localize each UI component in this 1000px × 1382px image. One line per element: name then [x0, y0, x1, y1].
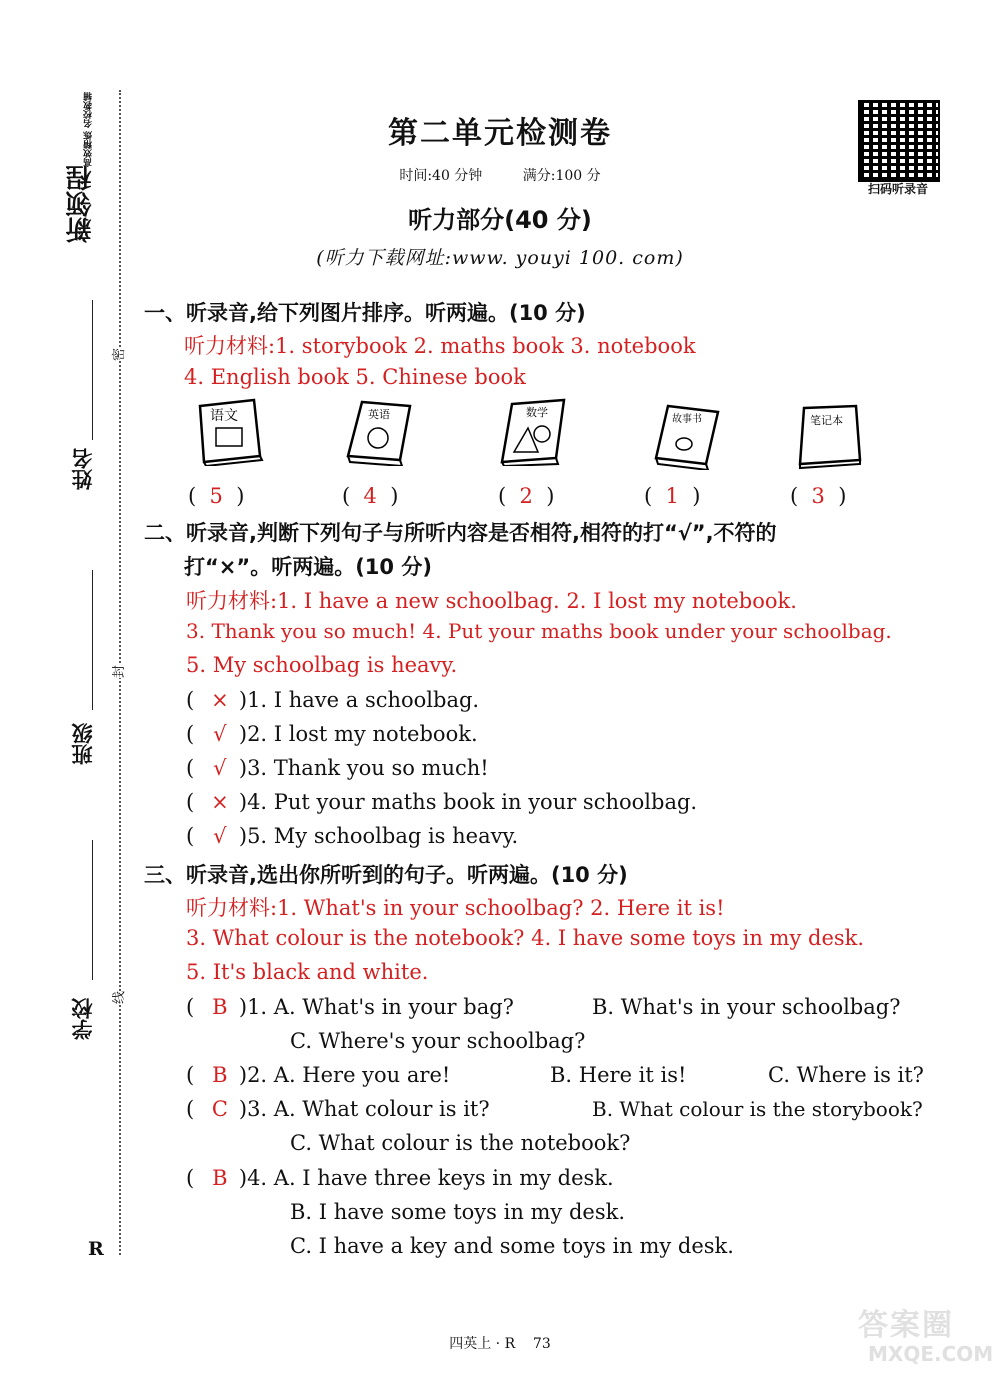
- section2-material-1: 听力材料:1. I have a new schoolbag. 2. I lost my notebook.: [186, 589, 797, 613]
- choice-q1-c: C. Where's your schoolbag?: [290, 1029, 586, 1053]
- choice-q1: ( B )1. A. What's in your bag?: [186, 995, 514, 1019]
- book-title: 语文: [210, 408, 238, 424]
- answer-slot-5: ( 3 ): [790, 484, 847, 508]
- school-underline: [92, 840, 93, 980]
- judge-item: ( × )1. I have a schoolbag.: [186, 688, 480, 712]
- page-footer: 四英上 · R 73: [449, 1336, 551, 1352]
- brand-logo: 新领程: [66, 165, 96, 243]
- watermark-url: MXQE.COM: [868, 1342, 994, 1366]
- storybook-icon: [652, 402, 720, 470]
- name-underline: [92, 300, 93, 440]
- book-title: 数学: [526, 406, 548, 419]
- full-score: 满分:100 分: [522, 168, 601, 184]
- judge-mark: ×: [211, 688, 229, 712]
- choice-q4-c: C. I have a key and some toys in my desk.: [290, 1234, 734, 1258]
- book-title: 故事书: [672, 414, 702, 425]
- choice-answer: B: [212, 995, 228, 1019]
- choice-answer: B: [212, 1166, 228, 1190]
- choice-answer: B: [212, 1063, 228, 1087]
- choice-q3-c: C. What colour is the notebook?: [290, 1131, 631, 1155]
- judge-mark: ×: [211, 790, 229, 814]
- judge-item: ( √ )3. Thank you so much!: [186, 756, 489, 780]
- section1-heading: 一、听录音,给下列图片排序。听两遍。(10 分): [144, 301, 586, 325]
- choice-q2-c: C. Where is it?: [768, 1063, 924, 1087]
- class-label: 班级: [71, 723, 95, 765]
- qr-label: 扫码听录音: [867, 182, 928, 196]
- part-title: 听力部分(40 分): [408, 206, 592, 234]
- section3-material-1: 听力材料:1. What's in your schoolbag? 2. Here it is!: [186, 896, 725, 920]
- answer-slot-2: ( 4 ): [342, 484, 399, 508]
- section2-heading-1: 二、听录音,判断下列句子与所听内容是否相符,相符的打“√”,不符的: [144, 521, 777, 545]
- section3-material-2: 3. What colour is the notebook? 4. I have some toys in my desk.: [186, 926, 865, 950]
- book-title: 笔记本: [810, 414, 843, 427]
- school-label: 学校: [71, 998, 95, 1040]
- maths-book-icon: [498, 398, 566, 466]
- cut-mark-feng: 封: [108, 665, 127, 678]
- answer-slot-4: ( 1 ): [644, 484, 701, 508]
- judge-item: ( × )4. Put your maths book in your schoolbag.: [186, 790, 698, 814]
- choice-q4: ( B )4. A. I have three keys in my desk.: [186, 1166, 614, 1190]
- chinese-book-icon: [196, 398, 264, 466]
- choice-answer: C: [211, 1097, 228, 1121]
- answer-slot-1: ( 5 ): [188, 484, 245, 508]
- qr-code-icon[interactable]: [858, 100, 940, 182]
- section1-material-1: 听力材料:1. storybook 2. maths book 3. notebook: [184, 334, 696, 358]
- notebook-icon: [796, 402, 864, 470]
- cut-mark-mi: 密: [108, 348, 127, 361]
- choice-q2: ( B )2. A. Here you are!: [186, 1063, 451, 1087]
- answer-slot-3: ( 2 ): [498, 484, 555, 508]
- section2-heading-2: 打“×”。听两遍。(10 分): [184, 555, 432, 579]
- judge-item: ( √ )5. My schoolbag is heavy.: [186, 824, 519, 848]
- exam-meta: [0, 165, 1000, 185]
- page-title: 第二单元检测卷: [388, 116, 612, 151]
- cut-mark-xian: 线: [108, 991, 127, 1004]
- section2-material-3: 5. My schoolbag is heavy.: [186, 653, 458, 677]
- book-title: 英语: [368, 408, 390, 421]
- name-label: 姓名: [71, 448, 95, 490]
- section1-material-2: 4. English book 5. Chinese book: [184, 365, 526, 389]
- judge-mark: √: [213, 756, 227, 780]
- section3-heading: 三、听录音,选出你所听到的句子。听两遍。(10 分): [144, 863, 628, 887]
- judge-item: ( √ )2. I lost my notebook.: [186, 722, 478, 746]
- judge-mark: √: [213, 722, 227, 746]
- choice-q3: ( C )3. A. What colour is it?: [186, 1097, 490, 1121]
- section3-material-3: 5. It's black and white.: [186, 960, 429, 984]
- brand-tag: 高效精炼 名校教辅: [84, 92, 94, 168]
- edition-mark: R: [88, 1238, 104, 1260]
- watermark: 答案圈: [858, 1308, 954, 1343]
- english-book-icon: [344, 398, 412, 466]
- class-underline: [92, 570, 93, 710]
- choice-q1-b: B. What's in your schoolbag?: [592, 995, 901, 1019]
- section2-material-2: 3. Thank you so much! 4. Put your maths book under your schoolbag.: [186, 619, 892, 643]
- judge-mark: √: [213, 824, 227, 848]
- download-url: (听力下载网址:www. youyi 100. com): [316, 247, 684, 269]
- time-limit: 时间:40 分钟: [399, 168, 483, 184]
- choice-q2-b: B. Here it is!: [550, 1063, 687, 1087]
- choice-q4-b: B. I have some toys in my desk.: [290, 1200, 626, 1224]
- choice-q3-b: B. What colour is the storybook?: [592, 1097, 923, 1121]
